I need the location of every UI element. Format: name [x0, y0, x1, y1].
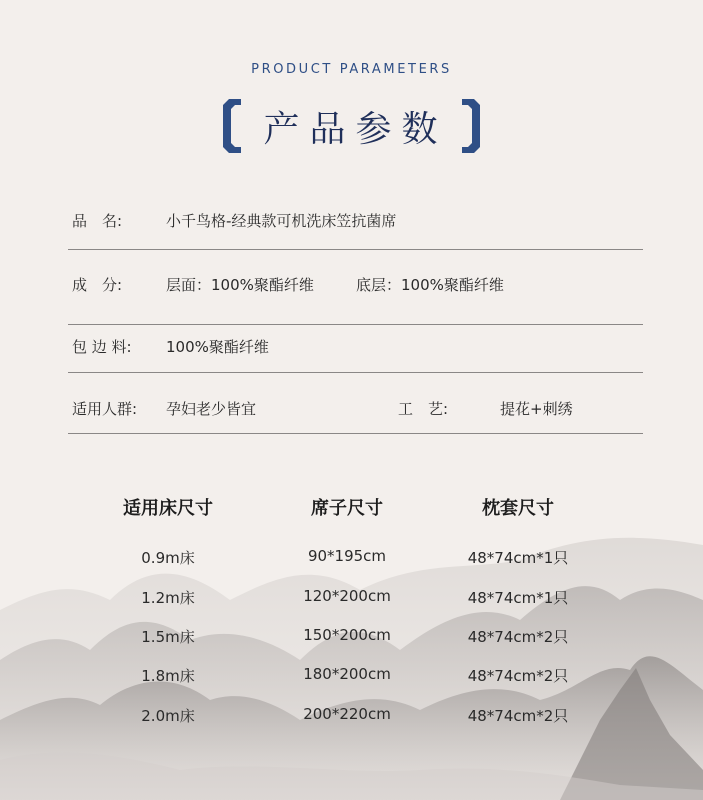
- table-cell: 48*74cm*1只: [467, 589, 569, 607]
- param-value: 小千鸟格-经典款可机洗床笠抗菌席: [166, 212, 397, 230]
- right-bracket-icon: [462, 99, 480, 153]
- table-cell: 1.5m床: [141, 628, 195, 646]
- param-label: 工 艺:: [398, 400, 449, 418]
- table-cell: 1.2m床: [141, 589, 195, 607]
- section-subtitle: PRODUCT PARAMETERS: [251, 62, 452, 77]
- table-cell: 150*200cm: [303, 626, 391, 644]
- table-header: 适用床尺寸: [123, 498, 213, 519]
- table-header: 枕套尺寸: [482, 498, 554, 519]
- table-cell: 48*74cm*2只: [467, 707, 569, 725]
- table-cell: 200*220cm: [303, 705, 391, 723]
- param-value: 底层：100%聚酯纤维: [356, 276, 504, 294]
- table-cell: 90*195cm: [307, 547, 387, 565]
- table-cell: 48*74cm*2只: [467, 667, 569, 685]
- left-bracket-icon: [223, 99, 241, 153]
- section-title: [0, 96, 703, 156]
- table-cell: 180*200cm: [303, 665, 391, 683]
- param-value: 层面：100%聚酯纤维: [166, 276, 314, 294]
- param-label: 适用人群:: [72, 400, 138, 418]
- table-header: 席子尺寸: [311, 498, 383, 519]
- param-label: 成 分:: [72, 276, 123, 294]
- table-cell: 48*74cm*2只: [467, 628, 569, 646]
- table-cell: 1.8m床: [141, 667, 195, 685]
- table-cell: 2.0m床: [141, 707, 195, 725]
- divider: [68, 372, 643, 373]
- table-cell: 48*74cm*1只: [467, 549, 569, 567]
- param-label: 包 边 料:: [72, 338, 132, 356]
- table-cell: 120*200cm: [303, 587, 391, 605]
- divider: [68, 249, 643, 250]
- divider: [68, 324, 643, 325]
- param-value: 100%聚酯纤维: [166, 338, 269, 356]
- param-label: 品 名:: [72, 212, 123, 230]
- param-value: 孕妇老少皆宜: [166, 400, 257, 418]
- divider: [68, 433, 643, 434]
- param-value: 提花+刺绣: [500, 400, 573, 418]
- page-title: 产品参数: [263, 108, 448, 150]
- table-cell: 0.9m床: [141, 549, 195, 567]
